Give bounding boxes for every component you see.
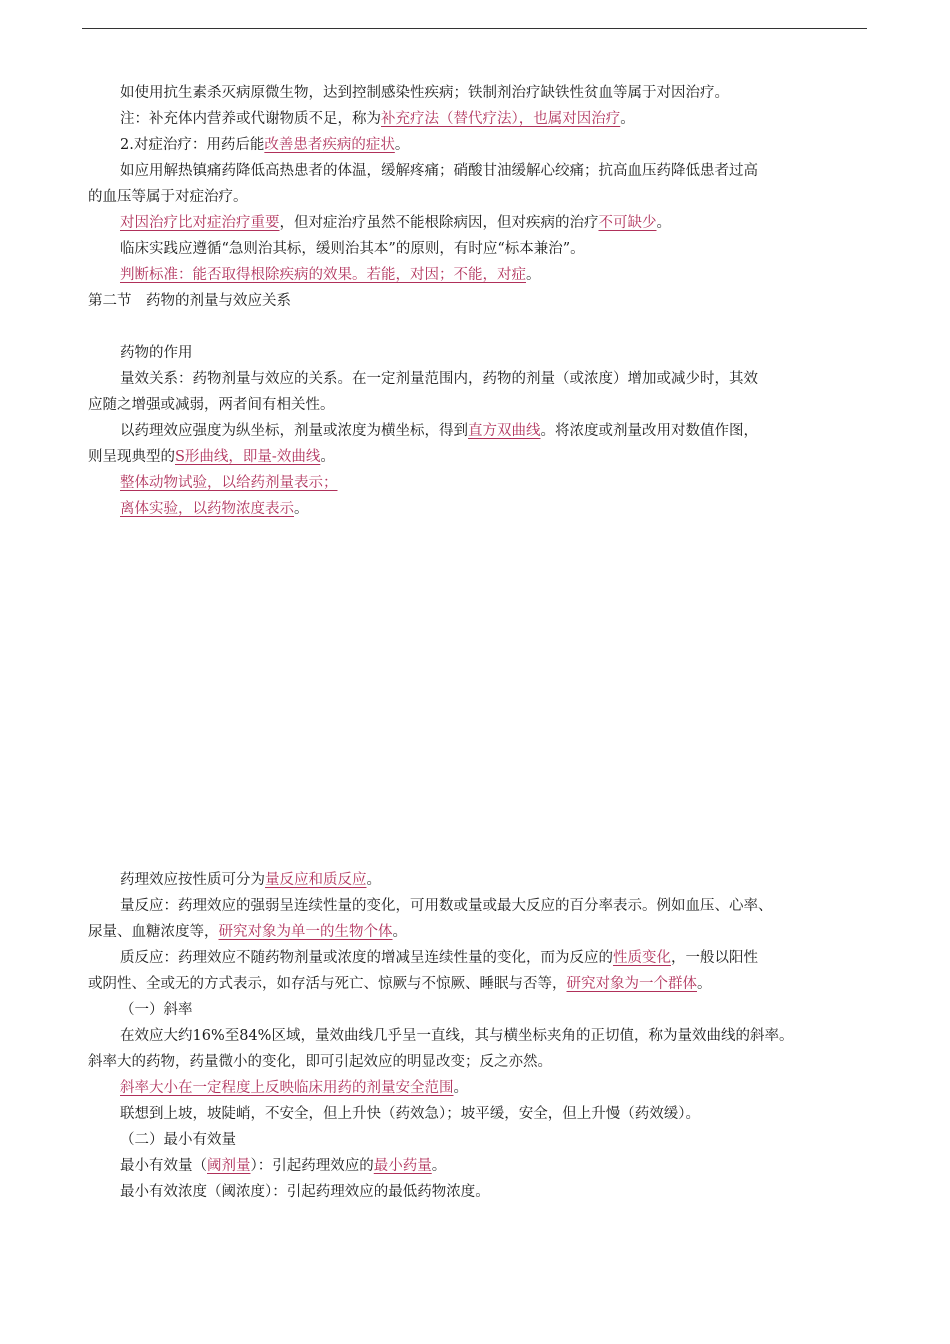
section-heading: 第二节 药物的剂量与效应关系	[88, 293, 291, 309]
highlight-text: 直方双曲线	[468, 423, 541, 439]
para-line: 斜率大的药物，药量微小的变化，即可引起效应的明显改变；反之亦然。	[88, 1054, 552, 1070]
para-line: 质反应：药理效应不随药物剂量或浓度的增减呈连续性量的变化，而为反应的性质变化，一般以阳性	[120, 950, 758, 966]
highlight-text: 补充疗法（替代疗法），也属对因治疗	[381, 111, 621, 127]
highlight-text: 对因治疗比对症治疗重要	[120, 215, 280, 231]
para-line: 最小有效浓度（阈浓度）：引起药理效应的最低药物浓度。	[120, 1184, 490, 1200]
para-line: 如使用抗生素杀灭病原微生物，达到控制感染性疾病；铁制剂治疗缺铁性贫血等属于对因治疗。	[120, 85, 729, 101]
text-block-upper	[88, 80, 868, 522]
para-line: 联想到上坡，坡陡峭，不安全，但上升快（药效急）；坡平缓，安全，但上升慢（药效缓）。	[120, 1106, 700, 1122]
text-block-lower	[88, 867, 868, 1205]
para-line: 以药理效应强度为纵坐标，剂量或浓度为横坐标，得到直方双曲线。将浓度或剂量改用对数值作图，	[120, 423, 758, 439]
highlight-text: 研究对象为一个群体	[566, 976, 697, 992]
highlight-text: 最小药量	[373, 1158, 432, 1174]
para-line: 尿量、血糖浓度等，研究对象为单一的生物个体。	[88, 924, 407, 940]
para-line: 临床实践应遵循“急则治其标，缓则治其本”的原则，有时应“标本兼治”。	[120, 241, 585, 257]
highlight-text: 不可缺少	[598, 215, 657, 231]
header-rule	[82, 28, 867, 29]
para-line: 量反应：药理效应的强弱呈连续性量的变化，可用数或量或最大反应的百分率表示。例如血压、心率、	[120, 898, 773, 914]
para-line: 判断标准：能否取得根除疾病的效果。若能，对因；不能，对症。	[120, 267, 541, 283]
highlight-text: 改善患者疾病的症状	[264, 137, 395, 153]
highlight-text: 量反应和质反应	[265, 872, 367, 888]
subheading: （一）斜率	[120, 1002, 193, 1018]
highlight-text: 离体实验，以药物浓度表示	[120, 501, 294, 517]
para-line: 或阴性、全或无的方式表示，如存活与死亡、惊厥与不惊厥、睡眠与否等，研究对象为一个群体。	[88, 976, 712, 992]
highlight-text: 斜率大小在一定程度上反映临床用药的剂量安全范围	[120, 1080, 454, 1096]
para-line	[88, 470, 868, 496]
para-line: 对因治疗比对症治疗重要，但对症治疗虽然不能根除病因，但对疾病的治疗不可缺少。	[120, 215, 671, 231]
highlight-text: S形曲线，即量-效曲线	[175, 449, 321, 465]
blank-line	[88, 314, 868, 340]
highlight-text: 判断标准：能否取得根除疾病的效果。若能，对因；不能，对症	[120, 267, 526, 283]
para-line: 的血压等属于对症治疗。	[88, 189, 248, 205]
para-line: 药理效应按性质可分为量反应和质反应。	[120, 872, 381, 888]
highlight-text: 研究对象为单一的生物个体	[218, 924, 393, 940]
highlight-text: 性质变化	[613, 950, 671, 966]
para-line: 2.对症治疗：用药后能改善患者疾病的症状。	[120, 137, 410, 153]
para-line: 则呈现典型的S形曲线，即量-效曲线。	[88, 449, 335, 465]
para-line: 应随之增强或减弱，两者间有相关性。	[88, 397, 335, 413]
para-line: 如应用解热镇痛药降低高热患者的体温，缓解疼痛；硝酸甘油缓解心绞痛；抗高血压药降低患者过高	[120, 163, 758, 179]
para-line: 斜率大小在一定程度上反映临床用药的剂量安全范围。	[120, 1080, 468, 1096]
para-line: 量效关系：药物剂量与效应的关系。在一定剂量范围内，药物的剂量（或浓度）增加或减少时，其效	[120, 371, 758, 387]
subheading: 药物的作用	[120, 345, 193, 361]
para-line: 注：补充体内营养或代谢物质不足，称为补充疗法（替代疗法），也属对因治疗。	[120, 111, 635, 127]
para-line: 最小有效量（阈剂量）：引起药理效应的最小药量。	[120, 1158, 447, 1174]
para-line: 在效应大约16%至84%区域，量效曲线几乎呈一直线，其与横坐标夹角的正切值，称为量效曲线的斜率。	[120, 1028, 794, 1044]
subheading: （二）最小有效量	[120, 1132, 236, 1148]
highlight-text: 阈剂量	[207, 1158, 251, 1174]
para-line: 离体实验，以药物浓度表示。	[120, 501, 309, 517]
highlight-text: 整体动物试验，以给药剂量表示；	[120, 475, 338, 491]
